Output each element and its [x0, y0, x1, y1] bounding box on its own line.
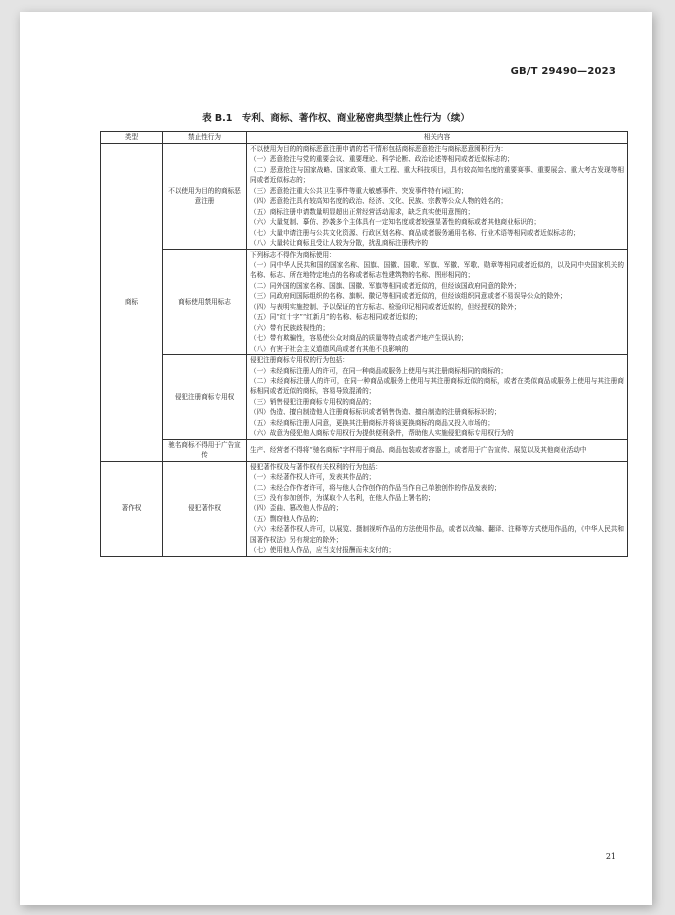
behavior-cell: 商标使用禁用标志: [163, 249, 247, 355]
page-number: 21: [605, 852, 616, 861]
content-line: （七）大量申请注册与公共文化资源、行政区划名称、商品或者服务通用名称、行业术语等相同或者近似标志的；: [250, 228, 580, 237]
content-line: （五）同“红十字”“红新月”的名称、标志相同或者近似的；: [250, 313, 422, 322]
content-line: （七）使用他人作品，应当支付报酬而未支付的；: [250, 546, 396, 555]
content-line: （八）有害于社会主义道德风尚或者有其他不良影响的: [250, 344, 409, 353]
content-cell: [247, 144, 628, 250]
content-line: （三）恶意抢注重大公共卫生事件等重大敏感事件、突发事件特有词汇的；: [250, 186, 468, 195]
table-row: [101, 249, 628, 355]
content-line: （二）未经合作作者许可，将与他人合作创作的作品当作自己单独创作的作品发表的；: [250, 483, 501, 492]
content-line: （三）没有参加创作，为谋取个人名利，在他人作品上署名的；: [250, 493, 435, 502]
content-line: （五）未经商标注册人同意，更换其注册商标并将该更换商标的商品又投入市场的；: [250, 418, 494, 427]
content-line: （六）大量复制、摹仿、抄袭多个主体具有一定知名度或者较强显著性的商标或者其他商业标识的；: [250, 218, 541, 227]
behavior-cell: 不以使用为目的的商标恶意注册: [163, 144, 247, 250]
content-line: （二）同外国的国家名称、国旗、国徽、军旗等相同或者近似的，但经该国政府同意的除外；: [250, 281, 521, 290]
content-line: 下列标志不得作为商标使用：: [250, 250, 336, 259]
table-row: [101, 439, 628, 461]
category-cell: 著作权: [101, 461, 163, 556]
table-header-row: [101, 132, 628, 144]
content-cell: [247, 461, 628, 556]
content-line: （三）同政府间国际组织的名称、旗帜、徽记等相同或者近似的，但经该组织同意或者不易误导公众的除外；: [250, 292, 567, 301]
behavior-cell: 驰名商标不得用于广告宣传: [163, 439, 247, 461]
content-line: （一）未经商标注册人的许可，在同一种商品或服务上使用与其注册商标相同的商标的；: [250, 366, 508, 375]
header-type: 类型: [101, 132, 163, 144]
behavior-cell: 侵犯著作权: [163, 461, 247, 556]
content-line: （二）未经商标注册人的许可，在同一种商品或服务上使用与其注册商标近似的商标，或者在类似商品或服务上使用与其注册商标相同或者近似的商标，容易导致混淆的；: [250, 376, 624, 396]
document-page: [20, 12, 652, 905]
content-line: （一）未经著作权人许可，发表其作品的；: [250, 473, 376, 482]
content-line: （六）故意为侵犯他人商标专用权行为提供便利条件，帮助他人实施侵犯商标专用权行为的: [250, 429, 514, 438]
behavior-cell: 侵犯注册商标专用权: [163, 355, 247, 440]
content-line: 侵犯注册商标专用权的行为包括：: [250, 356, 349, 365]
content-line: （四）伪造、擅自制造他人注册商标标识或者销售伪造、擅自制造的注册商标标识的；: [250, 408, 501, 417]
table-title: 表 B.1 专利、商标、著作权、商业秘密典型禁止性行为（续）: [202, 113, 470, 124]
content-line: 侵犯著作权及与著作权有关权利的行为包括：: [250, 462, 382, 471]
content-cell: [247, 439, 628, 461]
content-line: （四）与表明实施控制、予以保证的官方标志、检验印记相同或者近似的，但经授权的除外；: [250, 302, 521, 311]
content-line: （七）带有欺骗性，容易使公众对商品的质量等特点或者产地产生误认的；: [250, 334, 468, 343]
header-content: 相关内容: [247, 132, 628, 144]
prohibited-behaviors-table: [100, 131, 628, 557]
table-row: [101, 461, 628, 556]
content-line: 生产、经营者不得将“驰名商标”字样用于商品、商品包装或者容器上，或者用于广告宣传、展览以及其他商业活动中: [250, 445, 587, 454]
category-cell: 商标: [101, 144, 163, 462]
content-line: （一）同中华人民共和国的国家名称、国旗、国徽、国歌、军旗、军徽、军歌、勋章等相同或者近似的，以及同中央国家机关的名称、标志、所在地特定地点的名称或者标志性建筑物的名称、图形相同的；: [250, 260, 624, 280]
content-cell: [247, 355, 628, 440]
table-row: [101, 144, 628, 250]
content-line: 不以使用为目的的商标恶意注册申请的若干情形包括商标恶意抢注与商标恶意囤积行为：: [250, 145, 508, 153]
table-row: [101, 355, 628, 440]
content-line: （二）恶意抢注与国家战略、国家政策、重大工程、重大科技项目，具有较高知名度的重要赛事、重要展会、重大考古发现等相同或者近似标志的；: [250, 165, 624, 185]
content-cell: [247, 249, 628, 355]
table-body: [101, 144, 628, 557]
content-line: （六）未经著作权人许可，以展览、摄制视听作品的方法使用作品，或者以改编、翻译、注释等方式使用作品的，《中华人民共和国著作权法》另有规定的除外；: [250, 525, 624, 544]
content-line: （五）商标注册申请数量明显超出正常经营活动需求，缺乏真实使用意图的；: [250, 207, 475, 216]
content-line: （四）歪曲、篡改他人作品的；: [250, 504, 343, 513]
content-line: （三）销售侵犯注册商标专用权的商品的；: [250, 397, 376, 406]
header-behavior: 禁止性行为: [163, 132, 247, 144]
content-line: （五）剽窃他人作品的；: [250, 514, 323, 523]
standard-code: GB/T 29490—2023: [510, 66, 616, 77]
content-line: （一）恶意抢注与党的重要会议、重要理论、科学论断、政治论述等相同或者近似标志的；: [250, 155, 514, 164]
content-line: （八）大量转让商标且受让人较为分散，扰乱商标注册秩序的: [250, 239, 429, 248]
content-line: （四）恶意抢注具有较高知名度的政治、经济、文化、民族、宗教等公众人物的姓名的；: [250, 197, 508, 206]
content-line: （六）带有民族歧视性的；: [250, 323, 330, 332]
